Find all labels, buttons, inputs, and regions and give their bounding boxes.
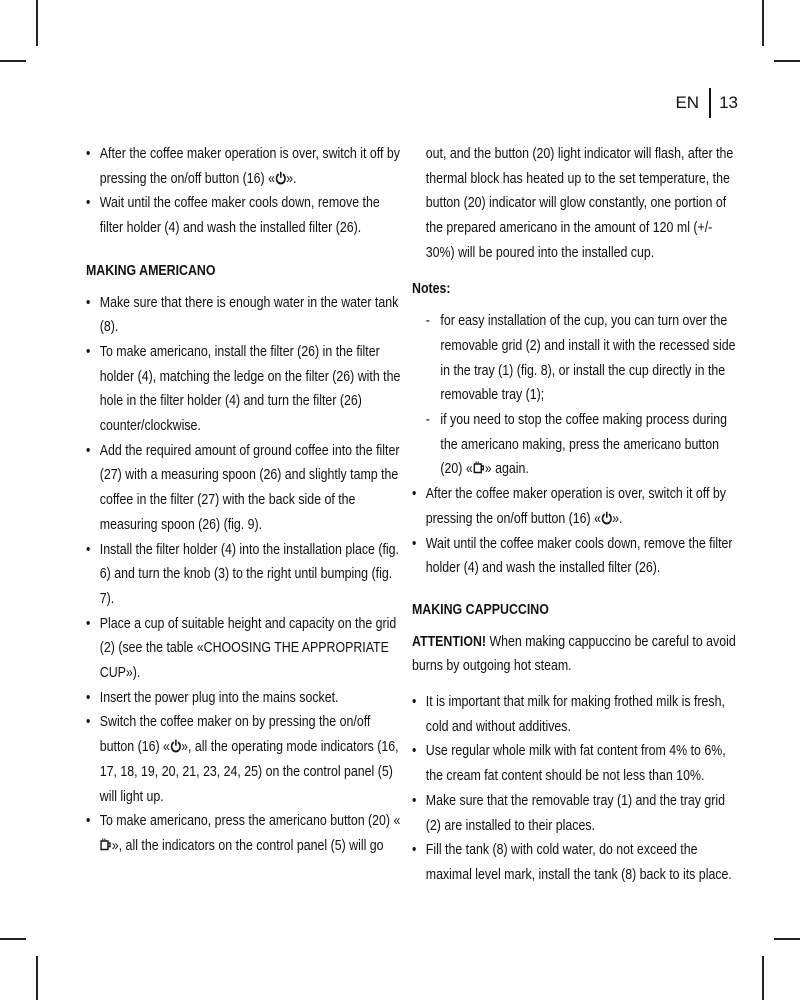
list-item <box>412 690 742 739</box>
list-item <box>412 408 742 482</box>
americano-continuation: out, and the button (20) light indicator will flash, after the thermal block has heated up to the set temperature, the button (20) indicator will glow constantly, one portion of the prepared americano in the amount of 120 ml (+/- 30%) will be poured into the installed cup. <box>425 146 734 261</box>
list-item-text: for easy installation of the cup, you can turn over the removable grid (2) and install it with the recessed side in the tray (1) (fig. 8), or install the cup directly in the removable tray (1); <box>440 313 736 404</box>
list-item-text: Fill the tank (8) with cold water, do not exceed the maximal level mark, install the tank (8) back to its place. <box>425 842 732 883</box>
crop-mark <box>36 956 38 1000</box>
power-icon <box>601 511 612 525</box>
list-item-text: Place a cup of suitable height and capacity on the grid (2) (see the table «CHOOSING THE APPROPRIATE CUP»). <box>99 615 397 682</box>
list-item-text: Use regular whole milk with fat content from 4% to 6%, the cream fat content should be not less than 10%. <box>425 743 726 785</box>
americano-icon <box>100 838 112 852</box>
list-item <box>86 538 401 612</box>
list-item <box>412 789 742 838</box>
list-item <box>86 340 401 439</box>
list-item <box>412 309 742 408</box>
crop-mark <box>762 956 764 1000</box>
list-item <box>86 191 401 240</box>
notes-list <box>412 309 742 482</box>
crop-mark <box>774 938 800 940</box>
attention-label: ATTENTION! <box>412 633 487 650</box>
list-item-text: To make americano, press the americano button (20) « <box>99 813 401 830</box>
crop-mark <box>774 60 800 62</box>
list-item <box>86 291 401 340</box>
list-item <box>412 482 742 531</box>
list-item <box>86 439 401 538</box>
americano-steps-list <box>86 291 401 859</box>
right-column <box>412 142 742 888</box>
list-item-text: Make sure that the removable tray (1) and the tray grid (2) are installed to their places. <box>425 792 725 834</box>
list-item <box>412 838 742 887</box>
crop-mark <box>0 938 26 940</box>
crop-mark <box>762 0 764 46</box>
list-item-text: To make americano, install the filter (26) in the filter holder (4), matching the ledge on the filter (26) with the hole in the filter holder (4) and turn the filter (26) counter/clockwise. <box>99 343 401 435</box>
section-title-cappuccino: MAKING CAPPUCCINO <box>412 601 549 618</box>
list-item-text: Make sure that there is enough water in the water tank (8). <box>99 294 399 336</box>
list-item-text-after: », all the indicators on the control panel (5) will go <box>111 837 384 854</box>
list-item-text: After the coffee maker operation is over, switch it off by pressing the on/off button (16) « <box>99 146 400 187</box>
crop-mark <box>0 60 26 62</box>
list-item <box>412 532 742 581</box>
list-item-text: After the coffee maker operation is over, switch it off by pressing the on/off button (16) « <box>425 486 726 527</box>
page-number: 13 <box>719 93 738 112</box>
finish-list <box>412 482 742 581</box>
list-item-text: Wait until the coffee maker cools down, remove the filter holder (4) and wash the installed filter (26). <box>99 195 380 237</box>
list-item-text-after: ». <box>286 170 297 187</box>
list-item-text: Insert the power plug into the mains socket. <box>99 689 339 706</box>
cappuccino-list <box>412 690 742 888</box>
americano-icon <box>473 461 485 475</box>
list-item-text-after: », all the operating mode indicators (16, 17, 18, 19, 20, 21, 23, 24, 25) on the control panel (5) will light up. <box>99 739 399 805</box>
left-column <box>86 142 401 859</box>
list-item <box>86 686 401 711</box>
list-item <box>86 710 401 809</box>
power-icon <box>170 739 181 753</box>
language-label: EN <box>675 93 700 112</box>
attention-text: When making cappuccino be careful to avoid burns by outgoing hot steam. <box>412 633 736 675</box>
page-header <box>675 88 738 118</box>
list-item-text: Switch the coffee maker on by pressing the on/off button (16) « <box>99 714 371 756</box>
list-item-text-after: ». <box>612 510 623 527</box>
list-item <box>86 809 401 858</box>
list-item-text: Add the required amount of ground coffee into the filter (27) with a measuring spoon (26) and slightly tamp the coffee in the filter (27) with the back side of the measuring spoon (26) (fig. 9). <box>99 442 400 533</box>
attention-paragraph <box>412 630 742 679</box>
list-item-text: Install the filter holder (4) into the installation place (fig. 6) and turn the knob (3) to the right until bumping (fig. 7). <box>99 541 400 607</box>
power-icon <box>275 171 286 185</box>
list-item <box>412 739 742 788</box>
list-item-text: Wait until the coffee maker cools down, remove the filter holder (4) and wash the installed filter (26). <box>425 535 733 577</box>
list-item-text: if you need to stop the coffee making process during the americano making, press the americano button (20) « <box>440 412 728 478</box>
header-divider <box>709 88 711 118</box>
list-item-text: It is important that milk for making frothed milk is fresh, cold and without additives. <box>425 694 725 735</box>
list-item <box>86 142 401 191</box>
section-title-americano: MAKING AMERICANO <box>86 262 216 279</box>
list-item <box>86 612 401 686</box>
intro-list <box>86 142 401 241</box>
crop-mark <box>36 0 38 46</box>
list-item-text-after: » again. <box>484 461 529 478</box>
notes-title: Notes: <box>412 280 451 297</box>
